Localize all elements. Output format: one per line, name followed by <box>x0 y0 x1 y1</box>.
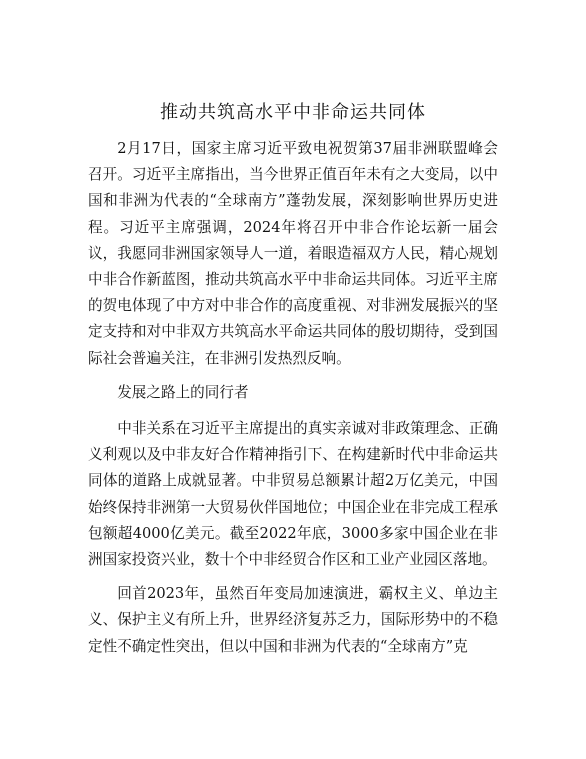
paragraph-achievements: 中非关系在习近平主席提出的真实亲诚对非政策理念、正确义利观以及中非友好合作精神指引下、在构建新时代中非命运共同体的道路上成就显著。中非贸易总额累计超2万亿美元，中国始终保持非洲第一大贸易伙伴国地位；中国企业在非完成工程承包额超4000亿美元。截至2022年底，3000多家中国企业在非洲国家投资兴业，数十个中非经贸合作区和工业产业园区落地。 <box>88 420 498 569</box>
document-page <box>88 100 498 668</box>
section-subheading: 发展之路上的同行者 <box>117 383 249 401</box>
paragraph-review-2023: 回首2023年，虽然百年变局加速演进，霸权主义、单边主义、保护主义有所上升，世界经济复苏乏力，国际形势中的不稳定性不确定性突出，但以中国和非洲为代表的“全球南方”克 <box>88 585 498 655</box>
document-title: 推动共筑高水平中非命运共同体 <box>160 102 426 123</box>
paragraph-intro: 2月17日，国家主席习近平致电祝贺第37届非洲联盟峰会召开。习近平主席指出，当今世界正值百年未有之大变局，以中国和非洲为代表的“全球南方”蓬勃发展，深刻影响世界历史进程。习近平主席强调，2024年将召开中非合作论坛新一届会议，我愿同非洲国家领导人一道，着眼造福双方人民，精心规划中非合作新蓝图，推动共筑高水平中非命运共同体。习近平主席的贺电体现了中方对中非合作的高度重视、对非洲发展振兴的坚定支持和对中非双方共筑高水平命运共同体的殷切期待，受到国际社会普遍关注，在非洲引发热烈反响。 <box>88 140 498 367</box>
